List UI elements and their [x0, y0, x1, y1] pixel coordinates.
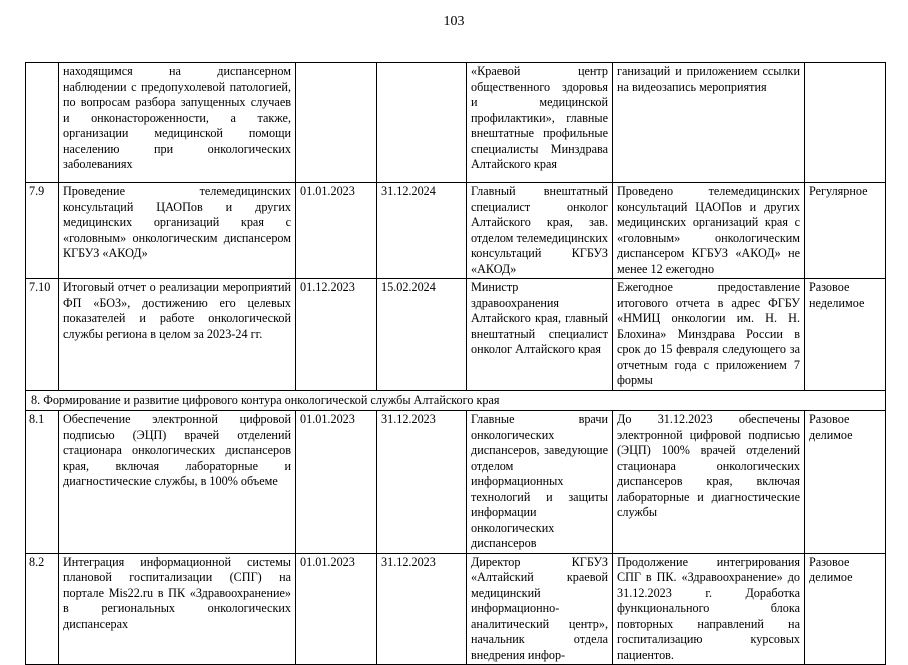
- end-date-cell: 31.12.2023: [377, 553, 467, 665]
- event-cell: Интеграция информационной системы плановой госпитализации (СПГ) на портале Mis22.ru в ПК «Здравоохранение» в региональных онкологических диспансерах: [59, 553, 296, 665]
- row-number: 8.1: [26, 411, 59, 554]
- type-cell: Разовое неделимое: [805, 279, 886, 391]
- event-cell: Обеспечение электронной цифровой подписью (ЭЦП) врачей отделений стационара онкологических диспансеров края, включая лабораторные и диагностические службы, в 100% объеме: [59, 411, 296, 554]
- start-date-cell: 01.12.2023: [296, 279, 377, 391]
- page-number: 103: [443, 14, 465, 29]
- end-date-cell: 15.02.2024: [377, 279, 467, 391]
- responsible-cell: Главные врачи онкологических диспансеров, заведующие отделом информационных технологий и защиты информации онкологических диспансеров: [467, 411, 613, 554]
- responsible-cell: «Краевой центр общественного здоровья и медицинской профилактики», главные внештатные профильные специалисты Минздрава Алтайского края: [467, 63, 613, 183]
- end-date-cell: [377, 63, 467, 183]
- section-title: 8. Формирование и развитие цифрового контура онкологической службы Алтайского края: [26, 390, 886, 411]
- start-date-cell: 01.01.2023: [296, 411, 377, 554]
- start-date-cell: 01.01.2023: [296, 553, 377, 665]
- table-row: [26, 553, 886, 665]
- result-cell: Продолжение интегрирования СПГ в ПК. «Здравоохранение» до 31.12.2023 г. Доработка функционального блока повторных направлений на госпитализацию курсовых пациентов.: [613, 553, 805, 665]
- table-row: [26, 411, 886, 554]
- row-number: 7.9: [26, 183, 59, 279]
- start-date-cell: 01.01.2023: [296, 183, 377, 279]
- event-cell: Проведение телемедицинских консультаций ЦАОПов и других медицинских организаций края с «головным» онкологическим диспансером КГБУЗ «АКОД»: [59, 183, 296, 279]
- responsible-cell: Главный внештатный специалист онколог Алтайского края, зав. отделом телемедицинских консультаций КГБУЗ «АКОД»: [467, 183, 613, 279]
- row-number: 7.10: [26, 279, 59, 391]
- responsible-cell: Министр здравоохранения Алтайского края, главный внештатный специалист онколог Алтайского края: [467, 279, 613, 391]
- type-cell: Разовое делимое: [805, 553, 886, 665]
- start-date-cell: [296, 63, 377, 183]
- responsible-cell: Директор КГБУЗ «Алтайский краевой медицинский информационно-аналитический центр», начальник отдела внедрения инфор-: [467, 553, 613, 665]
- section-heading-row: [26, 390, 886, 411]
- result-cell: ганизаций и приложением ссылки на видеозапись мероприятия: [613, 63, 805, 183]
- type-cell: Разовое делимое: [805, 411, 886, 554]
- event-cell: Итоговый отчет о реализации мероприятий ФП «БОЗ», достижению его целевых показателей и работе онкологической службы региона в целом за 2023-24 гг.: [59, 279, 296, 391]
- table-row: [26, 63, 886, 183]
- event-cell: находящимся на диспансерном наблюдении с предопухолевой патологией, по вопросам разбора запущенных случаев и онконастороженности, а также, организации медицинской помощи населению при онкологических заболеваниях: [59, 63, 296, 183]
- result-cell: Ежегодное предоставление итогового отчета в адрес ФГБУ «НМИЦ онкологии им. Н. Н. Блохина» Минздрава России в срок до 15 февраля следующего за отчетным года с приложением 7 формы: [613, 279, 805, 391]
- table-row: [26, 183, 886, 279]
- type-cell: [805, 63, 886, 183]
- row-number: [26, 63, 59, 183]
- row-number: 8.2: [26, 553, 59, 665]
- result-cell: Проведено телемедицинских консультаций ЦАОПов и других медицинских организаций края с «головным» онкологическим диспансером КГБУЗ «АКОД» не менее 12 ежегодно: [613, 183, 805, 279]
- end-date-cell: 31.12.2024: [377, 183, 467, 279]
- table-row: [26, 279, 886, 391]
- result-cell: До 31.12.2023 обеспечены электронной цифровой подписью (ЭЦП) 100% врачей отделений стационара онкологических диспансеров края, включая лабораторные и диагностические службы: [613, 411, 805, 554]
- end-date-cell: 31.12.2023: [377, 411, 467, 554]
- measures-table: [25, 62, 886, 665]
- type-cell: Регулярное: [805, 183, 886, 279]
